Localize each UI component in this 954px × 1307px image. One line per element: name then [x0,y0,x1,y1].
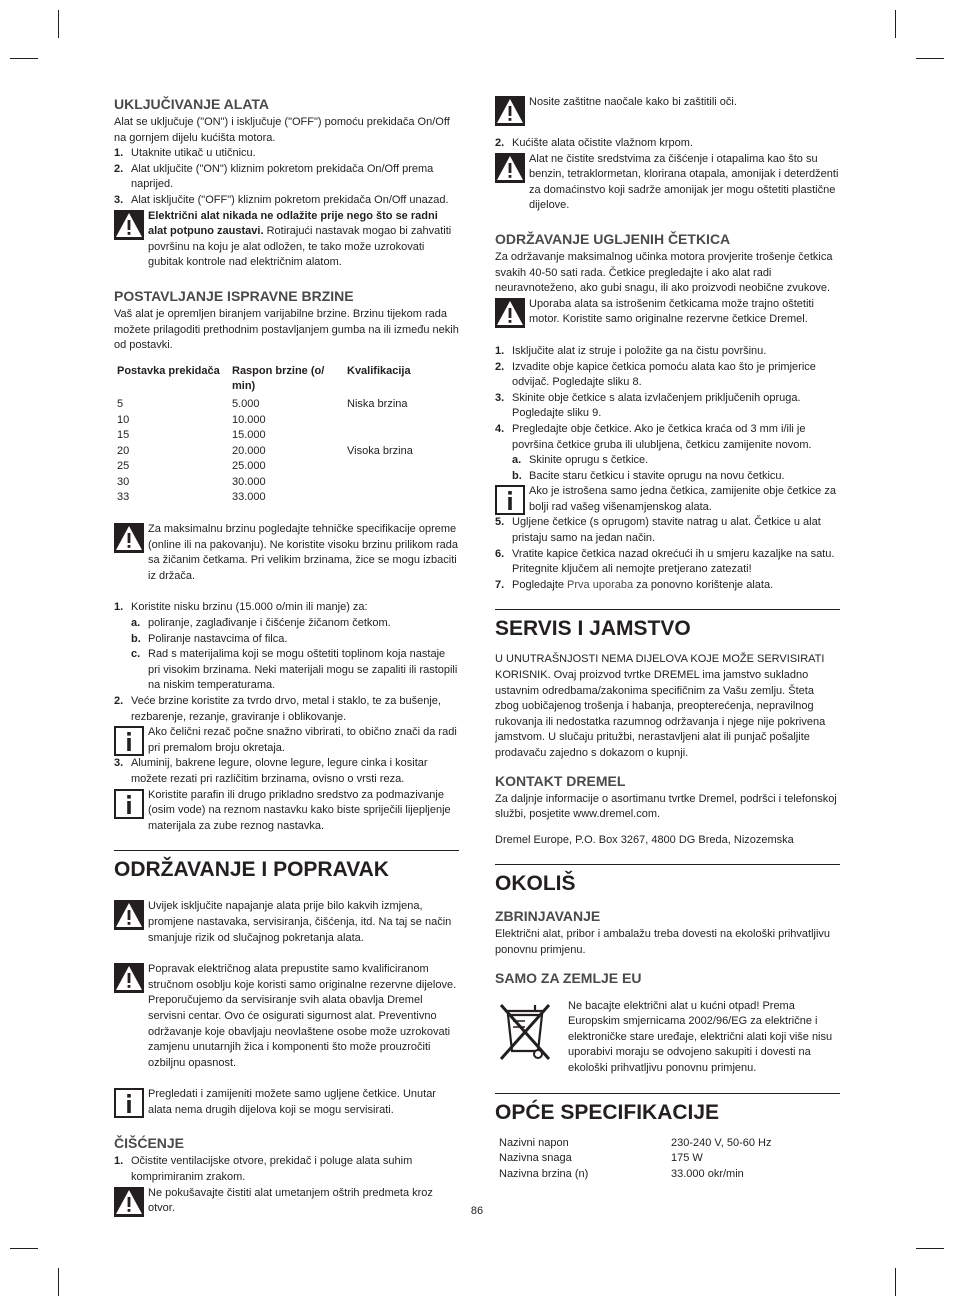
list-item: 4. Pregledajte obje četkice. Ako je četkica kraća od 3 mm i/ili je površina četkice gruba ili ulubljena, četkicu zamijenite novom. [495,422,812,451]
info-icon [495,485,525,515]
crop-mark [916,58,944,59]
crop-mark [916,1248,944,1249]
table-row: Nazivni napon 230-240 V, 50-60 Hz [499,1136,772,1149]
section-heading-ciscenje: ČIŠĆENJE [114,1135,185,1152]
list-item: 2. Kućište alata očistite vlažnom krpom. [495,137,693,149]
list-item: 2. Veće brzine koristite za tvrdo drvo, metal i staklo, te za bušenje, rezbarenje, rezanje, graviranje i oblikovanje. [114,695,441,723]
warning-note: Uporaba alata sa istrošenim četkicama može trajno oštetiti motor. Koristite samo originalne rezervne četkice Dremel. [495,297,840,328]
list-item: 3. Aluminij, bakrene legure, olovne legure, legure cinka i kositar možete rezati pri različitim brzinama, ovisno o vrsti reza. [114,757,428,785]
list-item: b. Poliranje nastavcima of filca. [131,632,288,645]
table-row: 10 10.000 [117,413,266,426]
list-item: 5. Ugljene četkice (s oprugom) stavite natrag u alat. Četkice u alat pristaju samo na jedan način. [495,516,821,545]
speed-table: Postavka prekidača Raspon brzine (o/ min) Kvalifikacija 5 5.000 Niska brzina 10 10.000 15 15.000 20 20.000 Visoka brzina 25 25.000 30 30.000 33 33.000 [117,364,427,506]
list-item: 1. Isključite alat iz struje i položite ga na čistu površinu. [495,344,767,357]
info-note: Koristite parafin ili drugo prikladno sredstvo za podmazivanje (osim vode) na reznom nastavku kako biste spriječili lijepljenje materijala za zube reznog nastavka. [114,788,459,835]
crop-mark [58,1268,59,1296]
section-heading-eu: SAMO ZA ZEMLJE EU [495,969,642,986]
warning-note: Ne pokušavajte čistiti alat umetanjem oštrih predmeta kroz otvor. [114,1186,459,1217]
info-icon [114,789,144,819]
list-item: c. Rad s materijalima koji se mogu oštetiti toplinom koja nastaje pri visokim brzinama. Neki materijali mogu se zapaliti ili rastopili na niskim temperaturama. [131,648,458,692]
list-item: 2. Alat uključite ("ON") kliznim pokretom prekidača On/Off prema naprijed. [114,162,434,191]
warning-triangle-icon [495,96,525,126]
servis-text: U UNUTRAŠNJOSTI NEMA DIJELOVA KOJE MOŽE SERVISIRATI KORISNIK. Ovaj proizvod tvrtke DREMEL ima jamstvo sukladno ustavnim odredbama/zakonima specifičnim za Vašu zemlju. Šteta zbog uobičajenog trošenja i habanja, preopterećenja, nepravilnog rukovanja ili nedostatka razumnog održavanja i njege nije pokrivena jamstvom. U slučaju pritužbi, nerastavljeni alat ili punjač pošaljite prodavaču zajedno s dokazom o kupnji. [495,653,826,759]
section-heading-specifikacije: OPĆE SPECIFIKACIJE [495,1093,840,1126]
table-row: 20 20.000 Visoka brzina [117,444,413,457]
ukljucivanje-intro: Alat se uključuje ("ON") i isključuje ("OFF") pomoću prekidača On/Off na gornjem dijelu kućišta motora. [114,116,450,144]
info-note: Ako je istrošena samo jedna četkica, zamijenite obje četkice za bolji rad vašeg višenamjenskog alata. [495,484,840,515]
warning-triangle-icon [495,298,525,328]
left-column [114,95,459,1217]
section-heading-okolis: OKOLIŠ [495,864,840,897]
list-item: b. Bacite staru četkicu i stavite oprugu na novu četkicu. [512,469,785,482]
crop-mark [10,58,38,59]
warning-note: Uvijek isključite napajanje alata prije bilo kakvih izmjena, promjene nastavaka, servisiranja, čišćenja, itd. Na taj se način smanjuje rizik od slučajnog pokretanja alata. [114,899,459,946]
section-heading-cetkice: ODRŽAVANJE UGLJENIH ČETKICA [495,230,731,247]
info-icon [114,726,144,756]
brzina-intro: Vaš alat je opremljen biranjem varijabilne brzine. Brzinu tijekom rada možete prilagoditi prethodnim postavljanjem gumba na ili između nekih od postavki. [114,307,459,352]
section-heading-ukljucivanje: UKLJUČIVANJE ALATA [114,96,270,112]
table-row: 33 33.000 [117,491,266,504]
list-item: 7. Pogledajte Prva uporaba za ponovno korištenje alata. [495,578,774,591]
dremel-address: Dremel Europe, P.O. Box 3267, 4800 DG Breda, Nizozemska [495,833,794,846]
table-row: 25 25.000 [117,460,266,473]
table-row: 15 15.000 [117,429,266,442]
warning-note: Nosite zaštitne naočale kako bi zaštitili oči. [495,95,840,126]
warning-note: Električni alat nikada ne odlažite prije nego što se radni alat potpuno zaustavi. Rotirajući nastavak mogao bi zahvatiti površinu na koju je alat odložen, te tako može uzrokovati gubitak kontrole nad električnim alatom. [114,209,459,271]
warning-triangle-icon [114,523,144,553]
kontakt-text: Za daljnje informacije o asortimanu tvrtke Dremel, podršci i telefonskoj službi, posjetite www.dremel.com. [495,792,837,821]
list-item: 3. Skinite obje četkice s alata izvlačenjem priključenih opruga. Pogledajte sliku 9. [495,391,801,420]
warning-note: Alat ne čistite sredstvima za čišćenje i otapalima kao što su benzin, tetraklormetan, klorirana otapala, amonijak i deterdženti za domaćinstvo koji sadrže amonijak jer mogu oštetiti plastične dijelove. [495,152,840,214]
right-column [495,95,840,1182]
section-heading-servis: SERVIS I JAMSTVO [495,609,840,642]
section-heading-odrzavanje: ODRŽAVANJE I POPRAVAK [114,850,459,883]
list-item: a. poliranje, zaglađivanje i čišćenje žičanom četkom. [131,617,391,630]
table-row: Nazivna brzina (n) 33.000 okr/min [499,1167,744,1180]
table-row: 5 5.000 Niska brzina [117,397,408,410]
list-item: a. Skinite oprugu s četkice. [512,454,649,467]
section-heading-brzina: POSTAVLJANJE ISPRAVNE BRZINE [114,287,354,304]
table-row: 30 30.000 [117,475,266,488]
warning-triangle-icon [495,153,525,183]
section-heading-zbrinjavanje: ZBRINJAVANJE [495,908,601,925]
list-item: 6. Vratite kapice četkica nazad okrećući ih u smjeru kazaljke na satu. Pritegnite ključem ali nemojte pretjerano zatezati! [495,547,835,576]
warning-triangle-icon [114,963,144,993]
info-icon [114,1088,144,1118]
eu-text: Ne bacajte električni alat u kućni otpad! Prema Europskim smjernicama 2002/96/EG za električne i elektroničke stare uređaje, električni alati koji više nisu uporabivi moraju se odvojeno sakupiti i dovesti na ekološki prihvatljivu ponovnu primjenu. [568,999,833,1074]
list-item: 2. Izvadite obje kapice četkica pomoću alata kao što je primjerice odvijač. Pogledajte sliku 8. [495,360,816,389]
prva-uporaba-link[interactable]: Prva uporaba [567,578,634,591]
weee-note [495,999,840,1077]
crop-mark [58,10,59,38]
table-row: Nazivna snaga 175 W [499,1152,703,1165]
crop-mark [895,10,896,38]
crop-mark [895,1268,896,1296]
warning-triangle-icon [114,210,144,240]
list-item: 1. Utaknite utikač u utičnicu. [114,147,256,160]
crop-mark [10,1248,38,1249]
list-item: 3. Alat isključite ("OFF") kliznim pokretom prekidača On/Off unazad. [114,193,449,206]
warning-triangle-icon [114,900,144,930]
page-number: 86 [470,1205,484,1217]
list-item: 1. Koristite nisku brzinu (15.000 o/min ili manje) za: [114,601,368,614]
crossed-out-wheelie-bin-icon [495,999,555,1063]
info-note: Ako čelični rezač počne snažno vibrirati, to obično znači da radi pri premalom broju okretaja. [114,725,459,756]
warning-note: Za maksimalnu brzinu pogledajte tehničke specifikacije opreme (online ili na pakovanju). Ne koristite visoku brzinu prilikom rada sa žičanim četkama. Pri velikim brzinama, žice se mogu izbaciti iz držača. [114,522,459,584]
warning-note: Popravak električnog alata prepustite samo kvalificiranom stručnom osoblju koje koristi samo originalne rezervne dijelove. Preporučujemo da servisiranje svih alata obavlja Dremel servisni centar. Ovo će osigurati sigurnost alat. Preventivno održavanje koje obavljaju neovlaštene osobe može uzrokovati zamjenu unutarnjih žica i komponenti što može prouzročiti ozbiljnu opasnost. [114,962,459,1071]
list-item: 1. Očistite ventilacijske otvore, prekidač i poluge alata suhim komprimiranim zrakom. [114,1155,413,1184]
info-note: Pregledati i zamijeniti možete samo ugljene četkice. Unutar alata nema drugih dijelova koji se mogu servisirati. [114,1087,459,1118]
zbrinjavanje-text: Električni alat, pribor i ambalažu treba dovesti na ekološki prihvatljivu ponovnu primjenu. [495,928,831,956]
section-heading-kontakt: KONTAKT DREMEL [495,772,626,789]
cetkice-intro: Za održavanje maksimalnog učinka motora provjerite trošenje četkica svakih 40-50 sati rada. Četkice pregledajte i ako alat radi neuravnoteženo, ako gubi snagu, ili ako proizvodi neobične zvukove. [495,250,833,295]
spec-table [499,1136,799,1183]
